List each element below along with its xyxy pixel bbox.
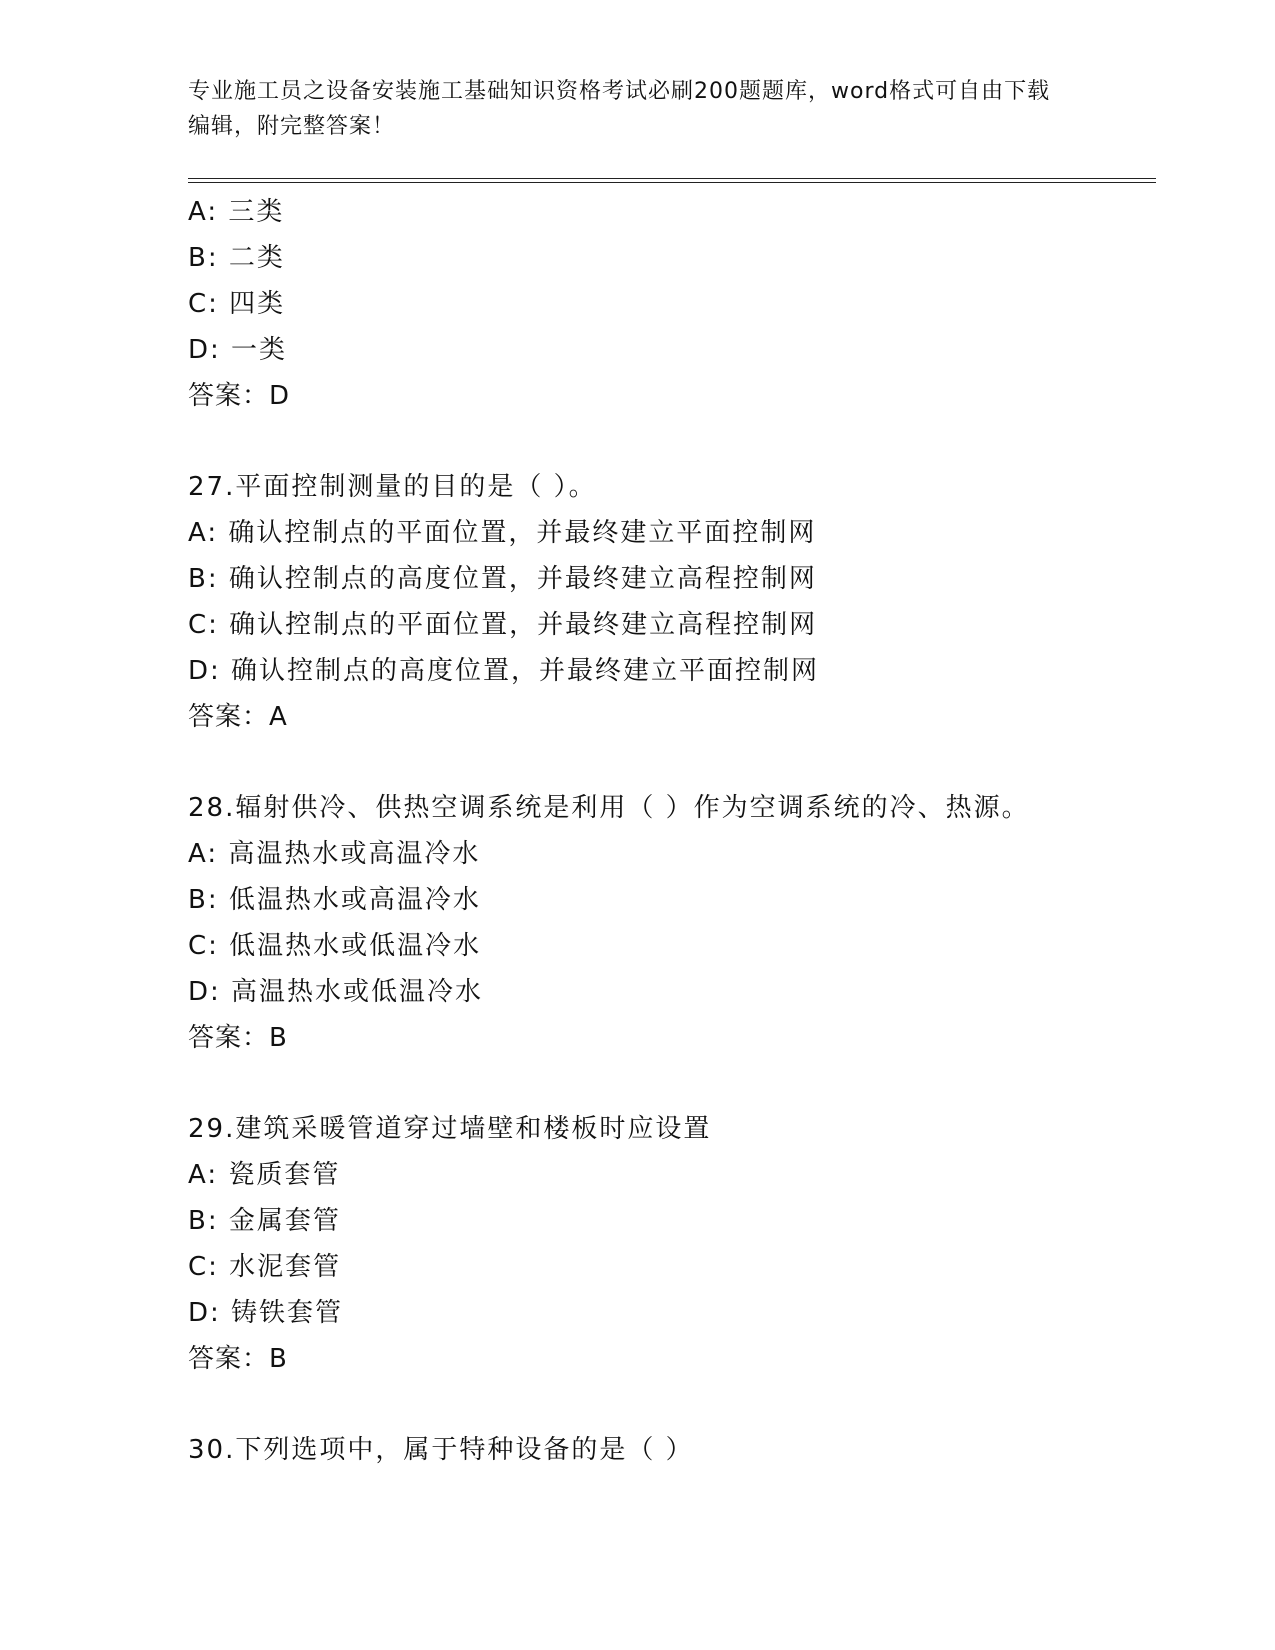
answer-line: 答案：B	[188, 1023, 288, 1053]
answer-line: 答案：D	[188, 381, 291, 411]
header-divider-top	[188, 178, 1156, 179]
option-line: A: 三类	[188, 197, 285, 227]
option-line: A: 高温热水或高温冷水	[188, 839, 481, 869]
option-line: D: 确认控制点的高度位置，并最终建立平面控制网	[188, 656, 820, 686]
option-line: D: 高温热水或低温冷水	[188, 977, 484, 1007]
spacer	[188, 740, 1148, 785]
option-line: C: 水泥套管	[188, 1252, 342, 1282]
option-line: C: 低温热水或低温冷水	[188, 931, 482, 961]
question-line: 30.下列选项中，属于特种设备的是（ ）	[188, 1435, 694, 1465]
option-line: D: 一类	[188, 335, 288, 365]
page-header: 专业施工员之设备安装施工基础知识资格考试必刷200题题库，word格式可自由下载编辑，附完整答案！	[188, 79, 1051, 139]
option-line: A: 确认控制点的平面位置，并最终建立平面控制网	[188, 518, 817, 548]
option-line: D: 铸铁套管	[188, 1298, 344, 1328]
question-list	[188, 189, 1148, 1473]
option-line: B: 二类	[188, 243, 285, 273]
question-line: 29.建筑采暖管道穿过墙壁和楼板时应设置	[188, 1114, 712, 1144]
option-line: B: 金属套管	[188, 1206, 341, 1236]
option-line: B: 低温热水或高温冷水	[188, 885, 481, 915]
answer-line: 答案：B	[188, 1344, 288, 1374]
answer-line: 答案：A	[188, 702, 288, 732]
option-line: C: 确认控制点的平面位置，并最终建立高程控制网	[188, 610, 818, 640]
option-line: C: 四类	[188, 289, 286, 319]
spacer	[188, 419, 1148, 464]
header-divider-bottom	[188, 182, 1156, 183]
spacer	[188, 1061, 1148, 1106]
question-line: 27.平面控制测量的目的是（ ）。	[188, 472, 597, 502]
spacer	[188, 1382, 1148, 1427]
option-line: B: 确认控制点的高度位置，并最终建立高程控制网	[188, 564, 817, 594]
question-line: 28.辐射供冷、供热空调系统是利用（ ）作为空调系统的冷、热源。	[188, 793, 1030, 823]
option-line: A: 瓷质套管	[188, 1160, 341, 1190]
